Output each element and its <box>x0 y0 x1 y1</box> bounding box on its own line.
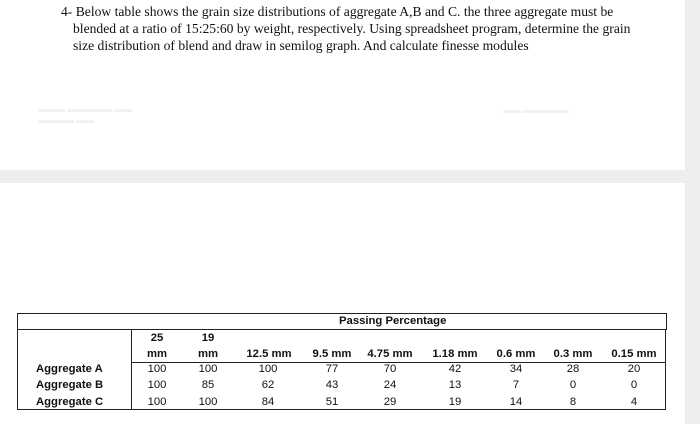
header-19mm <box>190 330 226 362</box>
cell-a-19mm: 100 <box>198 363 218 375</box>
cell-a-1-18mm: 42 <box>448 363 462 375</box>
header-9-5mm: 9.5 mm <box>312 348 352 360</box>
question-text: 4- Below table shows the grain size distributions of aggregate A,B and C. the three aggregate must be blended at a ratio of 15:25:60 by weight, respectively. Using spreadsheet program, determine the grain size distribution of blend and draw in semilog graph. And calculate finesse modules <box>61 4 631 54</box>
cell-c-9-5mm: 51 <box>325 396 339 408</box>
cell-c-4-75mm: 29 <box>383 396 397 408</box>
cell-b-25mm: 100 <box>147 379 167 391</box>
cell-c-1-18mm: 19 <box>448 396 462 408</box>
cell-b-9-5mm: 43 <box>325 379 339 391</box>
watermark-right: ▬▬ ▬▬▬▬▬ <box>503 105 569 115</box>
header-0-15mm: 0.15 mm <box>611 348 657 360</box>
header-25mm-size: 25 <box>150 332 164 344</box>
cell-c-0-3mm: 8 <box>569 396 577 408</box>
header-25mm <box>139 330 175 362</box>
table-border-left <box>17 330 18 410</box>
row-label-aggregate-a: Aggregate A <box>36 363 103 375</box>
table-border-right <box>665 330 666 410</box>
header-0-6mm: 0.6 mm <box>496 348 536 360</box>
header-19mm-unit: mm <box>197 348 219 360</box>
grain-size-table <box>17 313 667 410</box>
watermark-left: ▬▬▬ ▬▬▬▬▬ ▬▬ ▬▬▬▬ ▬▬ <box>38 104 133 125</box>
cell-c-19mm: 100 <box>198 396 218 408</box>
table-title-row <box>17 313 667 330</box>
cell-a-0-6mm: 34 <box>509 363 523 375</box>
header-12-5mm: 12.5 mm <box>246 348 292 360</box>
cell-a-0-3mm: 28 <box>566 363 580 375</box>
cell-a-9-5mm: 77 <box>325 363 339 375</box>
cell-b-0-6mm: 7 <box>512 379 520 391</box>
table-title: Passing Percentage <box>339 315 447 327</box>
cell-b-19mm: 85 <box>201 379 215 391</box>
row-label-aggregate-b: Aggregate B <box>36 379 104 391</box>
table-border-bottom <box>17 409 666 410</box>
cell-b-4-75mm: 24 <box>383 379 397 391</box>
cell-b-1-18mm: 13 <box>448 379 462 391</box>
question-card <box>0 0 685 170</box>
cell-b-0-15mm: 0 <box>630 379 638 391</box>
row-label-aggregate-c: Aggregate C <box>36 396 104 408</box>
cell-a-0-15mm: 20 <box>627 363 641 375</box>
header-19mm-size: 19 <box>201 332 215 344</box>
header-4-75mm: 4.75 mm <box>367 348 413 360</box>
label-column-divider <box>131 330 132 410</box>
cell-c-0-15mm: 4 <box>630 396 638 408</box>
cell-a-4-75mm: 70 <box>383 363 397 375</box>
cell-c-25mm: 100 <box>147 396 167 408</box>
cell-c-0-6mm: 14 <box>509 396 523 408</box>
header-25mm-unit: mm <box>146 348 168 360</box>
header-0-3mm: 0.3 mm <box>553 348 593 360</box>
cell-b-0-3mm: 0 <box>569 379 577 391</box>
cell-b-12-5mm: 62 <box>261 379 275 391</box>
cell-a-12-5mm: 100 <box>258 363 278 375</box>
header-1-18mm: 1.18 mm <box>432 348 478 360</box>
cell-c-12-5mm: 84 <box>261 396 275 408</box>
cell-a-25mm: 100 <box>147 363 167 375</box>
